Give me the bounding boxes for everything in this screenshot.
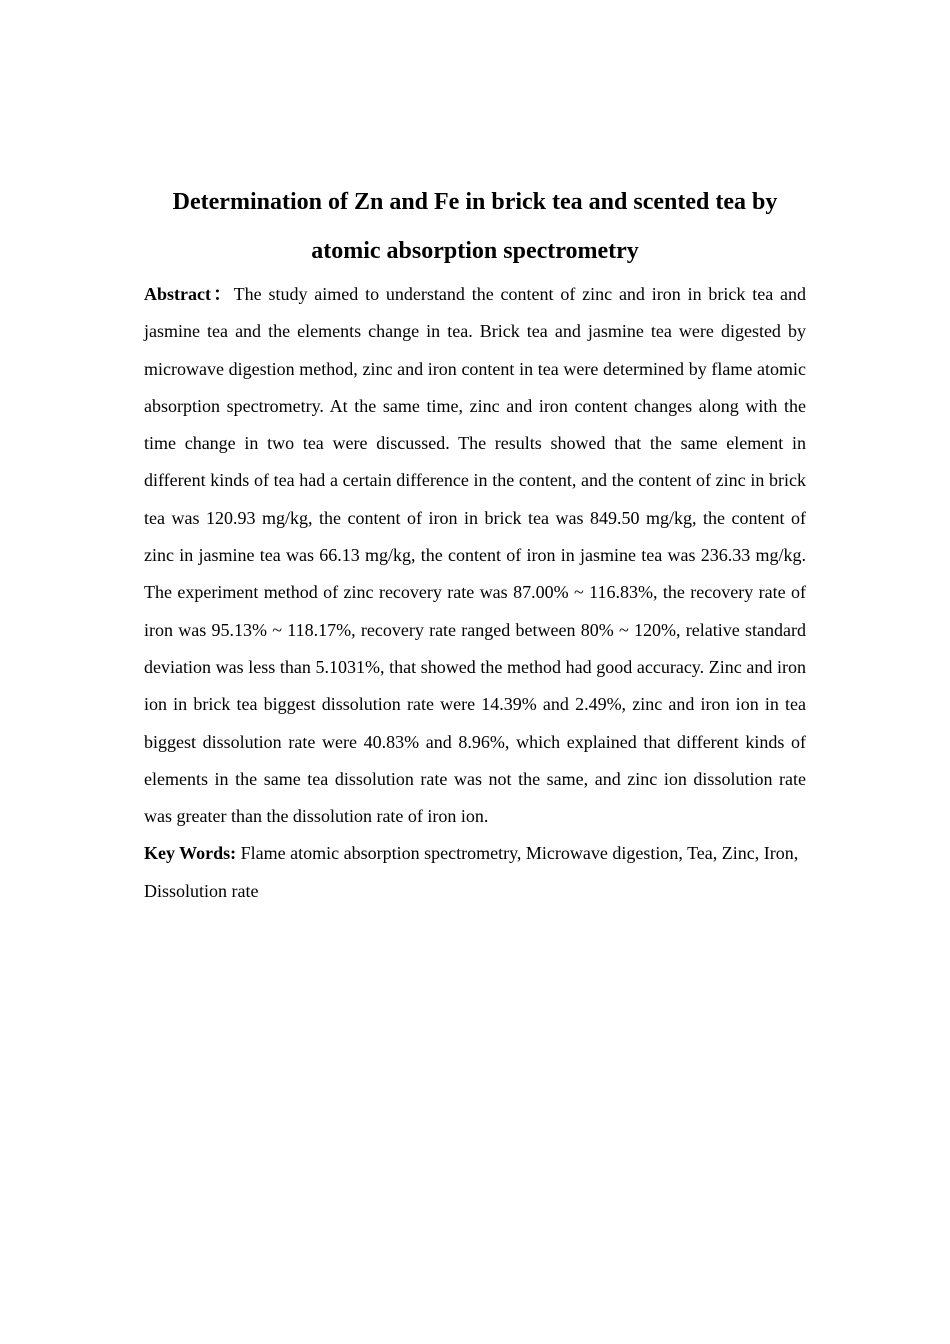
keywords-text: Flame atomic absorption spectrometry, Microwave digestion, Tea, Zinc, Iron, Dissolution rate [144, 843, 799, 901]
abstract-label: Abstract： [144, 284, 234, 304]
paper-page [144, 178, 806, 910]
abstract-paragraph [144, 276, 806, 835]
paper-title: Determination of Zn and Fe in brick tea and scented tea by atomic absorption spectrometry [172, 189, 778, 264]
keywords-paragraph [144, 835, 806, 910]
abstract-text: The study aimed to understand the content of zinc and iron in brick tea and jasmine tea and the elements change in tea. Brick tea and jasmine tea were digested by microwave digestion method, zinc and iron content in tea were determined by flame atomic absorption spectrometry. At the same time, zinc and iron content changes along with the time change in two tea were discussed. The results showed that the same element in different kinds of tea had a certain difference in the content, and the content of zinc in brick tea was 120.93 mg/kg, the content of iron in brick tea was 849.50 mg/kg, the content of zinc in jasmine tea was 66.13 mg/kg, the content of iron in jasmine tea was 236.33 mg/kg. The experiment method of zinc recovery rate was 87.00% ~ 116.83%, the recovery rate of iron was 95.13% ~ 118.17%, recovery rate ranged between 80% ~ 120%, relative standard deviation was less than 5.1031%, that showed the method had good accuracy. Zinc and iron ion in brick tea biggest dissolution rate were 14.39% and 2.49%, zinc and iron ion in tea biggest dissolution rate were 40.83% and 8.96%, which explained that different kinds of elements in the same tea dissolution rate was not the same, and zinc ion dissolution rate was greater than the dissolution rate of iron ion. [144, 284, 806, 827]
keywords-label: Key Words: [144, 843, 237, 864]
